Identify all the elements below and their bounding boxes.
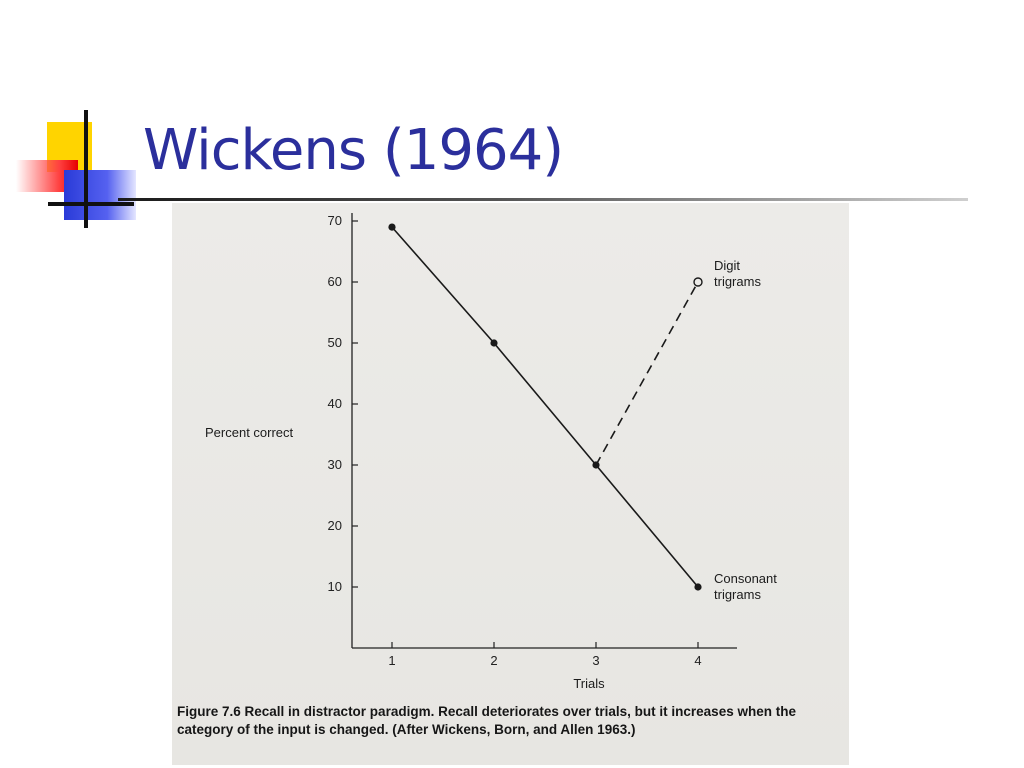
x-tick-label: 4 <box>694 653 702 668</box>
slide-title: Wickens (1964) <box>143 118 564 183</box>
data-point-consonant <box>694 583 701 590</box>
logo-vertical-bar <box>84 110 88 228</box>
x-tick-label: 1 <box>388 653 396 668</box>
data-point-consonant <box>490 339 497 346</box>
series-label: trigrams <box>714 587 761 602</box>
series-line-consonant <box>392 227 698 587</box>
series-label: Consonant <box>714 571 777 586</box>
line-chart <box>172 203 849 703</box>
figure-caption: Figure 7.6 Recall in distractor paradigm. Recall deteriorates over trials, but it increases when the category of the input is changed. (After Wickens, Born, and Allen 1963.) <box>177 704 796 737</box>
data-point-consonant <box>388 224 395 231</box>
series-label: trigrams <box>714 274 761 289</box>
x-axis-title: Trials <box>573 676 605 691</box>
data-point-digit <box>694 278 702 286</box>
slide-logo-decoration <box>12 110 142 230</box>
scanned-figure <box>172 203 849 765</box>
series-label: Digit <box>714 258 741 273</box>
x-tick-label: 2 <box>490 653 498 668</box>
title-underline <box>118 198 968 201</box>
logo-horizontal-bar <box>48 202 134 206</box>
x-tick-label: 3 <box>592 653 600 668</box>
logo-blue-square <box>64 170 136 220</box>
y-axis-title: Percent correct <box>205 425 294 440</box>
y-tick-label: 10 <box>327 579 342 594</box>
y-tick-label: 30 <box>327 457 342 472</box>
y-tick-label: 60 <box>327 274 342 289</box>
series-line-digit <box>596 282 698 465</box>
y-tick-label: 20 <box>327 518 342 533</box>
y-tick-label: 70 <box>327 213 342 228</box>
y-tick-label: 40 <box>327 396 342 411</box>
y-tick-label: 50 <box>327 335 342 350</box>
